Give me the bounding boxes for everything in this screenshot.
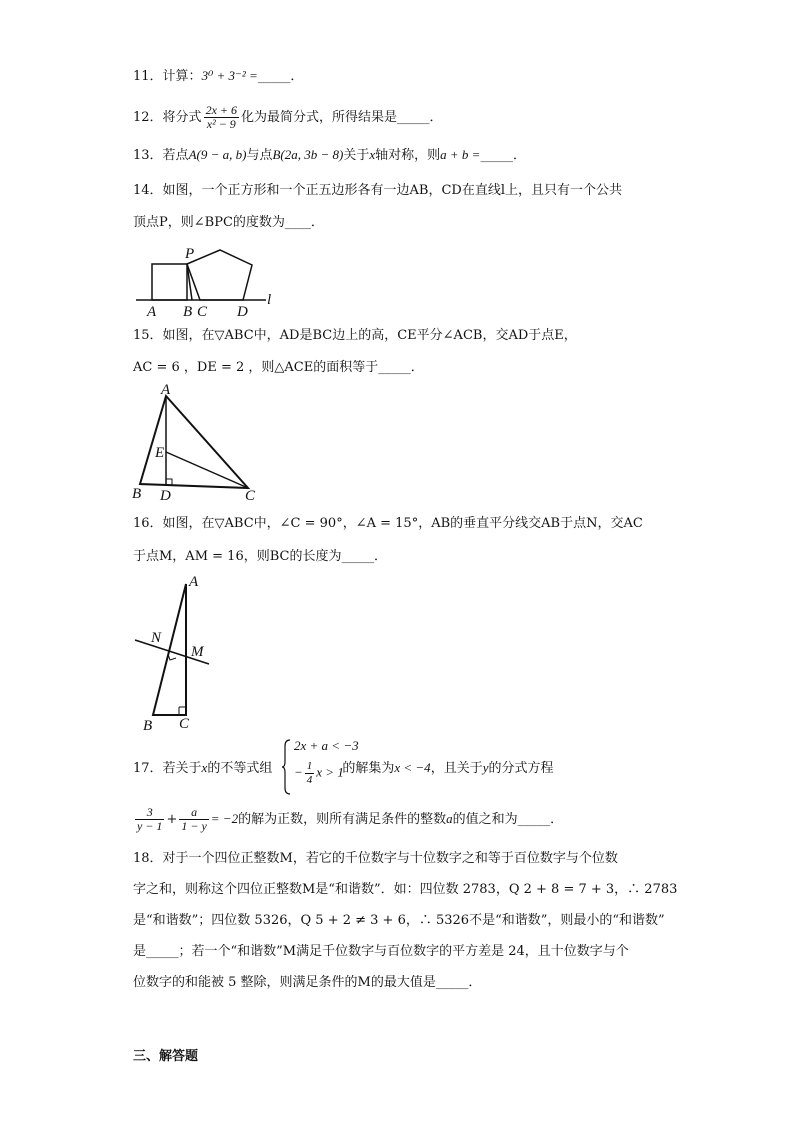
question-17-line-1: 17．若关于x的不等式组 的解集为x < −4，且关于y的分式方程 (133, 760, 554, 776)
section-title: 三、解答题 (133, 1049, 199, 1064)
answer-blank: _____ (397, 110, 430, 125)
right-angle-mark-n (168, 654, 176, 660)
pentagon (187, 250, 252, 300)
label-P: P (185, 246, 195, 262)
label-C: C (197, 304, 208, 320)
question-number: 13． (133, 148, 163, 163)
label-A: A (189, 574, 199, 590)
figure-square-pentagon (130, 242, 280, 320)
label-A: A (161, 384, 171, 398)
question-18-line-4: 是_____；若一个“和谐数”M满足千位数字与百位数字的平方差是 24，且十位数字与个 (133, 944, 629, 959)
inequality-1: 2x + a < −3 (294, 738, 359, 753)
label-C: C (245, 488, 256, 504)
question-14-line-1: 14．如图，一个正方形和一个正五边形各有一边AB，CD在直线l上，且只有一个公共 (133, 183, 623, 198)
fraction: $\frac{a}{1 - y}$ (181, 805, 207, 833)
label-N: N (151, 630, 162, 646)
fraction: $\frac{3}{y - 1}$ (137, 805, 163, 833)
answer-blank: _____ (378, 360, 411, 375)
label-M: M (191, 644, 204, 660)
question-14-line-2: 顶点P，则∠BPC的度数为____． (133, 215, 324, 230)
label-B: B (183, 304, 193, 320)
question-12: 12．将分式 $\frac{2x + 6}{\text{x² − 9}}$ 化为最简分式，所得结果是_____． (133, 103, 443, 131)
question-number: 12． (133, 110, 163, 125)
label-B: B (143, 718, 153, 732)
answer-blank: _____ (480, 148, 513, 163)
answer-blank: _____ (341, 549, 374, 564)
question-15-line-1: 15．如图，在▽ABC中，AD是BC边上的高，CE平分∠ACB，交AD于点E， (133, 328, 577, 343)
bisector-ce (166, 452, 248, 488)
question-18-line-5: 位数字的和能被 5 整除，则满足条件的M的最大值是_____． (133, 975, 482, 990)
math-expression: 3⁰ + 3⁻² = (201, 68, 258, 83)
answer-blank: _____ (146, 944, 179, 959)
question-16-line-2: 于点M，AM = 16，则BC的长度为_____． (133, 549, 387, 564)
figure-triangle-ace (128, 384, 268, 504)
label-B: B (132, 486, 142, 502)
question-16-line-1: 16．如图，在▽ABC中，∠C = 90°，∠A = 15°，AB的垂直平分线交AB于点N，交AC (133, 516, 643, 531)
question-17-line-2: $\frac{3}{y - 1}$ + $\frac{a}{1 - y}$ = −2的解为正数，则所有满足条件的整数a的值之和为_____． (137, 805, 564, 833)
question-number: 11． (133, 69, 163, 84)
inequality-system (282, 738, 362, 798)
label-D: D (237, 304, 248, 320)
question-15-line-2: AC = 6 ，DE = 2 ，则△ACE的面积等于_____． (133, 360, 424, 375)
label-D: D (160, 488, 171, 504)
brace-icon (282, 738, 292, 796)
figure-right-triangle (133, 570, 223, 732)
answer-blank: _____ (257, 69, 291, 84)
label-l: l (267, 292, 272, 308)
inequality-2: − $\frac{1}{4}$ x > 1 (294, 760, 344, 786)
question-18-line-1: 18．对于一个四位正整数M，若它的千位数字与十位数字之和等于百位数字与个位数 (133, 851, 618, 866)
question-18-line-3: 是“和谐数”；四位数 5326，Q 5 + 2 ≠ 3 + 6，∴ 5326不是“和谐数”，则最小的“和谐数” (133, 913, 665, 928)
triangle-abc (153, 584, 186, 715)
answer-blank: ____ (284, 215, 311, 230)
answer-blank: _____ (435, 975, 469, 990)
square (152, 264, 187, 300)
label-C: C (179, 716, 190, 732)
label-E: E (155, 445, 165, 461)
fraction: $\frac{2x + 6}{\text{x² − 9}}$ (205, 103, 237, 131)
triangle-abc (140, 396, 248, 488)
question-13: 13．若点A(9 − a, b)与点B(2a, 3b − 8)关于x轴对称，则a + b =_____． (133, 147, 526, 163)
question-11: 11．计算：3⁰ + 3⁻² =_____． (133, 68, 304, 84)
label-A: A (147, 304, 157, 320)
question-18-line-2: 字之和，则称这个四位正整数M是“和谐数”．如：四位数 2783，Q 2 + 8 = 7 + 3，∴ 2783 (133, 882, 678, 897)
answer-blank: _____ (517, 812, 551, 827)
